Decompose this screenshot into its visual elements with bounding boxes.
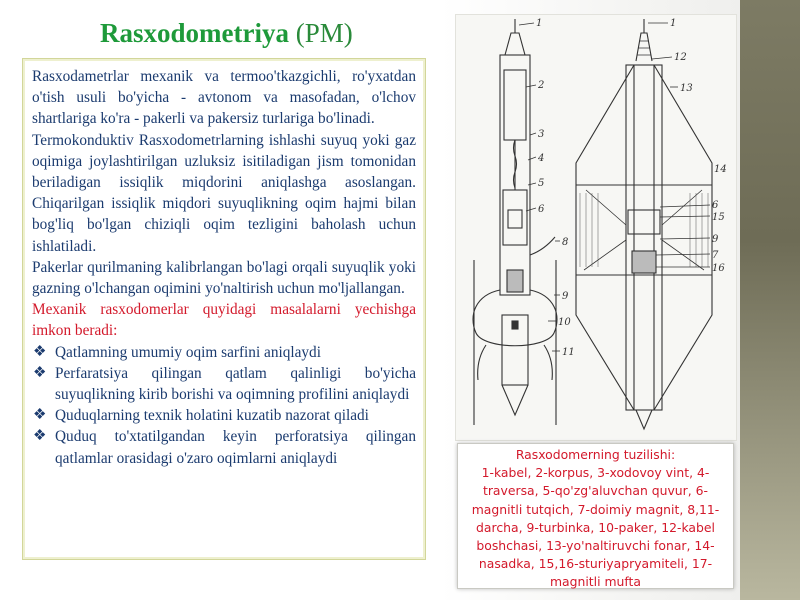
label-left-1: 1 bbox=[536, 18, 543, 29]
label-left-4: 4 bbox=[538, 153, 545, 164]
label-right-1: 1 bbox=[670, 18, 677, 29]
diamond-bullet-icon: ❖ bbox=[33, 364, 47, 381]
paragraph-packers: Pakerlar qurilmaning kalibrlangan bo'lagi orqali suyuqlik yoki gazning o'lchangan oqimini yo'naltirish uchun mo'ljallangan. bbox=[32, 258, 416, 298]
label-right-13: 13 bbox=[680, 83, 693, 94]
label-left-10: 10 bbox=[558, 317, 571, 328]
label-right-12: 12 bbox=[674, 52, 687, 63]
flowmeter-technical-drawing bbox=[455, 14, 737, 441]
bullet-text: Quduq to'xtatilgandan keyin perforatsiya qilingan qatlamlar orasidagi o'zaro oqimlarni aniqlaydi bbox=[55, 428, 416, 467]
caption-body: 1-kabel, 2-korpus, 3-xodovoy vint, 4-traversa, 5-qo'zg'aluvchan quvur, 6-magnitli tutqich, 7-doimiy magnit, 8,11-darcha, 9-turbinka, 10-paker, 12-kabel boshchasi, 13-yo'naltiruvchi fonar, 14-nasadka, 15,16-sturiyapryamiteli, 17-magnitli mufta bbox=[471, 465, 720, 590]
diamond-bullet-icon: ❖ bbox=[33, 428, 47, 445]
flowmeter-drawing-svg bbox=[456, 15, 736, 440]
list-item bbox=[32, 405, 416, 426]
bullet-text: Perfaratsiya qilingan qatlam qalinligi bo'yicha suyuqlikning kirib borishi va oqimning profilini aniqlaydi bbox=[55, 364, 416, 404]
label-right-14: 14 bbox=[714, 164, 727, 175]
label-left-2: 2 bbox=[538, 80, 545, 91]
list-item bbox=[32, 426, 416, 468]
list-item bbox=[32, 363, 416, 405]
label-left-5: 5 bbox=[538, 178, 545, 189]
label-right-15: 15 bbox=[712, 212, 725, 223]
paragraph-thermoconductive: Termokonduktiv Rasxodometrlarning ishlashi suyuq yoki gaz oqimiga joylashtirilgan uzluksiz isitiladigan jism tomonidan beriladigan issiqlik miqdorini aniqlashga asoslangan. Chiqarilgan issiqlik miqdori suyuqlikning oqim hajmi bilan bog'liq bo'lgan chiziqli oqim tezligini baholash uchun ishlatiladi. bbox=[32, 131, 416, 255]
decorative-side-band bbox=[740, 0, 800, 600]
paragraph-classification: Rasxodametrlar mexanik va termoo'tkazgichli, ro'yxatdan o'tish usuli bo'yicha - avtonom va masofadan, o'lchov shartlariga ko'ra - pakerli va pakersiz turlariga bo'linadi. bbox=[32, 68, 416, 128]
red-intro-text: Mexanik rasxodomerlar quyidagi masalalarni yechishga imkon beradi: bbox=[32, 301, 416, 340]
label-right-6: 6 bbox=[712, 200, 719, 211]
diagram-caption-box bbox=[457, 443, 734, 589]
list-item bbox=[32, 342, 416, 363]
label-right-16: 16 bbox=[712, 263, 725, 274]
caption-title: Rasxodomerning tuzilishi: bbox=[515, 447, 676, 462]
label-left-8: 8 bbox=[562, 237, 569, 248]
right-device-outline bbox=[576, 19, 712, 429]
diamond-bullet-icon: ❖ bbox=[33, 343, 47, 360]
label-right-9: 9 bbox=[712, 234, 719, 245]
label-left-3: 3 bbox=[538, 129, 545, 140]
label-left-11: 11 bbox=[562, 347, 575, 358]
content-text-box bbox=[22, 58, 426, 560]
slide-title bbox=[100, 18, 400, 49]
diamond-bullet-icon: ❖ bbox=[33, 407, 47, 424]
left-device-outline bbox=[473, 19, 557, 425]
left-device-labels bbox=[519, 18, 575, 358]
title-suffix: (PM) bbox=[295, 18, 353, 48]
label-right-7: 7 bbox=[712, 250, 719, 261]
label-left-6: 6 bbox=[538, 204, 545, 215]
task-bullet-list bbox=[32, 342, 416, 469]
right-device-labels bbox=[648, 18, 727, 274]
bullet-text: Qatlamning umumiy oqim sarfini aniqlaydi bbox=[55, 343, 321, 361]
label-left-9: 9 bbox=[562, 291, 569, 302]
bullet-text: Quduqlarning texnik holatini kuzatib nazorat qiladi bbox=[55, 407, 369, 425]
title-main: Rasxodometriya bbox=[100, 18, 289, 48]
